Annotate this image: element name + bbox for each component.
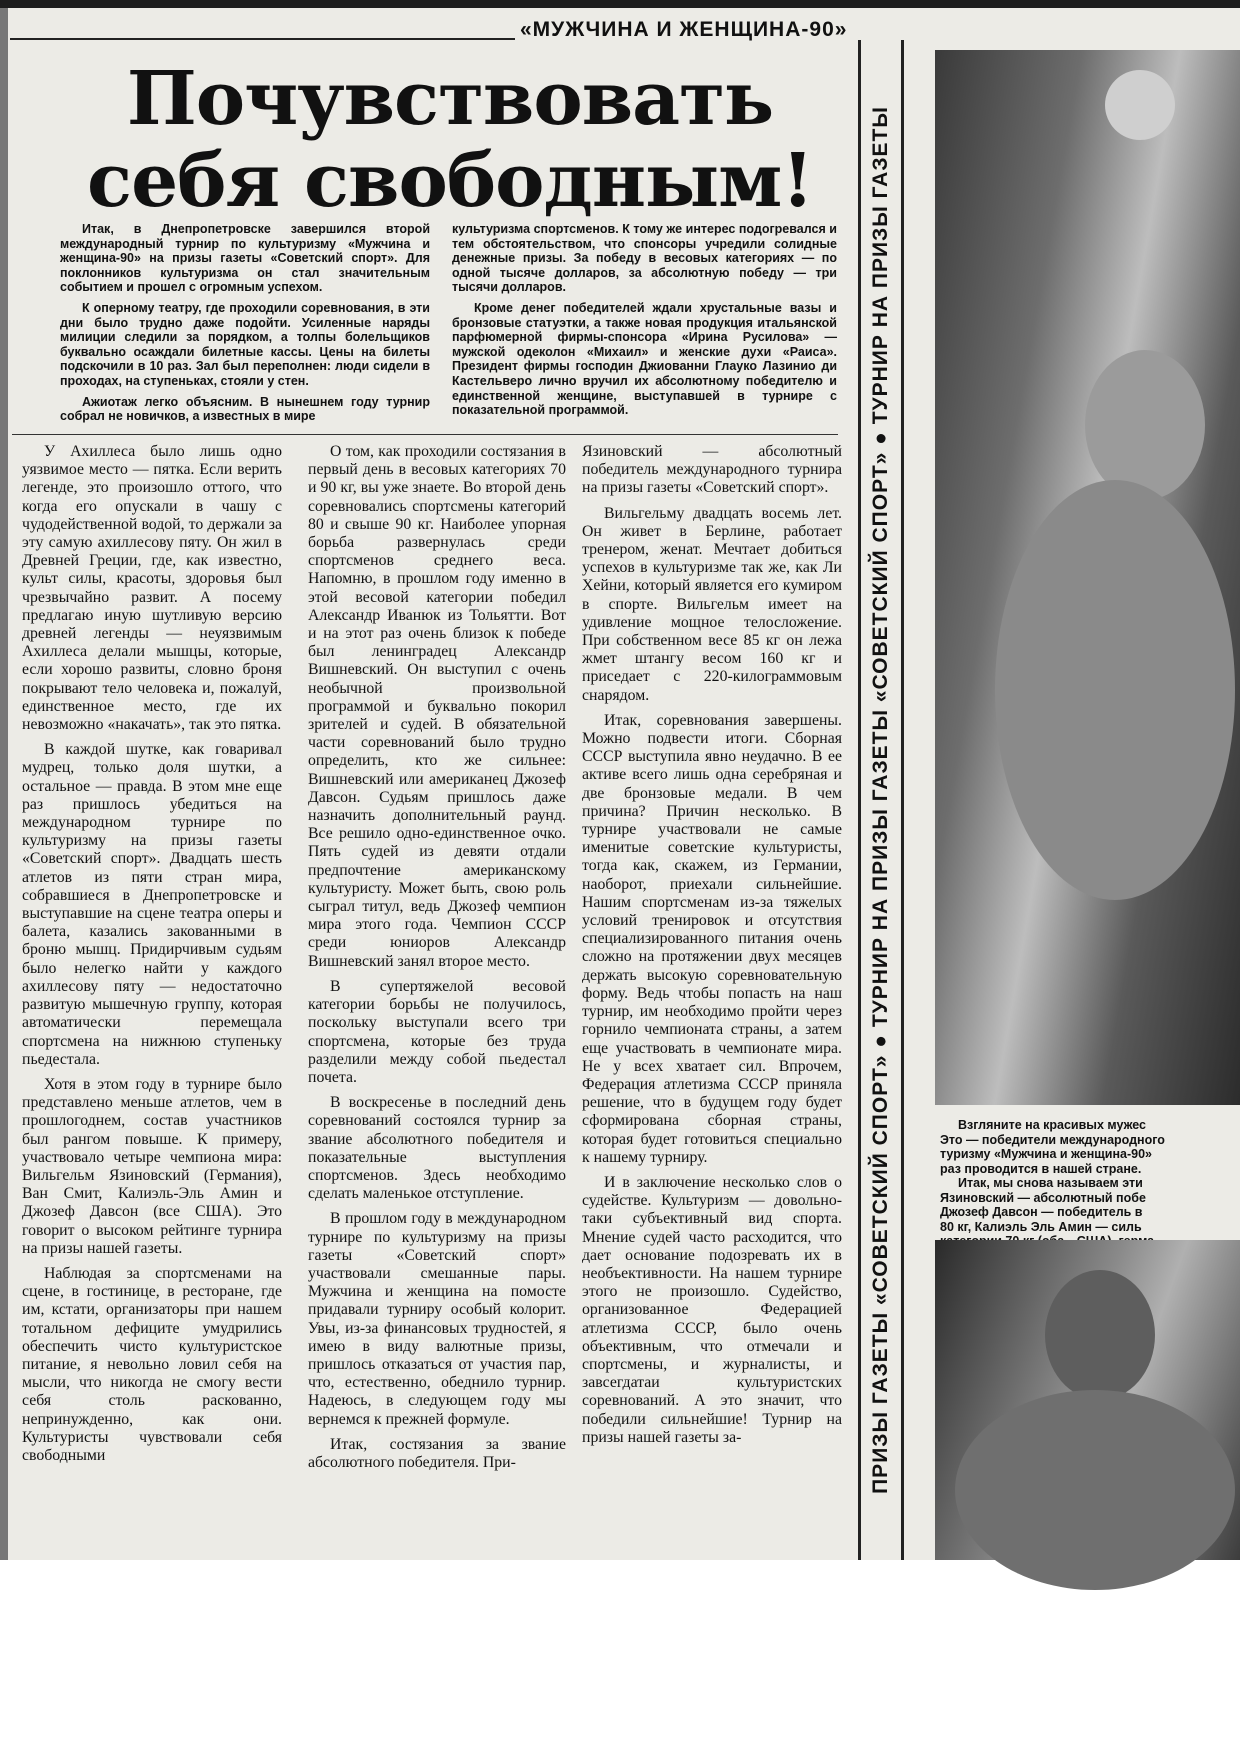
rubric-title: «МУЖЧИНА И ЖЕНЩИНА-90» [520, 18, 848, 41]
caption-line: раз проводится в нашей стране. [940, 1161, 1142, 1176]
paragraph: Вильгельму двадцать восемь лет. Он живет в Берлине, работает тренером, женат. Мечтает добиться успехов в культуризме так же, как Ли Хейни, который является его кумиром в спорте. Вильгельм имеет на удивление мощное телосложение. При собственном весе 85 кг он лежа жмет штангу весом 160 кг и приседает с 220-килограммовым снарядом. [582, 504, 842, 704]
headline-line-2: себя свободным! [87, 138, 813, 224]
article-headline [60, 58, 840, 222]
athlete-portrait-photo [935, 1240, 1240, 1560]
bodybuilder-photo [935, 50, 1240, 1105]
lead-paragraph: Итак, в Днепропетровске завершился второй международный турнир по культуризму «Мужчина и женщина-90» на призы газеты «Советский спорт». Для поклонников культуризма он стал значительным событием и прошел с огромным успехом. [60, 222, 430, 295]
lead-divider [12, 434, 838, 435]
paragraph: У Ахиллеса было лишь одно уязвимое место — пятка. Если верить легенде, это произошло оттого, что когда его опускали в чашу с чудодейственной водой, то держали за эту самую ахиллесову пяту. Он жил в Древней Греции, где, как известно, культ силы, красоты, здоровья был чрезвычайно развит. А посему предлагаю иную шутливую версию древней легенды — неуязвимым Ахиллеса делали мышцы, которые, если хорошо развиты, словно броня покрывают тело человека и, пожалуй, единственное место, где их невозможно «накачать», так это пятка. [22, 443, 282, 734]
caption-line: Это — победители международного [940, 1132, 1165, 1147]
athlete-shoulders [955, 1390, 1235, 1590]
article-column-1 [22, 443, 282, 1553]
caption-line: 80 кг, Калиэль Эль Амин — силь [940, 1219, 1142, 1234]
lead-paragraph: К оперному театру, где проходили соревнования, в эти дни было трудно даже подойти. Усиленные наряды милиции следили за порядком, а толпы болельщиков буквально осаждали билетные кассы. Цены на билеты подскочили в 10 раз. Зал был переполнен: люди сидели в проходах, на ступеньках, стояли у стен. [60, 300, 430, 388]
caption-line: туризму «Мужчина и женщина-90» [940, 1147, 1152, 1161]
caption-line: Взгляните на красивых мужес [958, 1118, 1147, 1132]
lead-paragraph: Кроме денег победителей ждали хрустальные вазы и бронзовые статуэтки, а также новая продукция итальянской парфюмерной фирмы-спонсора «Ирина Русилова» — мужской одеколон «Михаил» и женские духи «Раиса». Президент фирмы господин Джиованни Глауко Лазинио ди Кастельверо лично вручил их абсолютному победителю и единственной женщине, выступавшей в турнире с показательной программой. [452, 300, 837, 418]
paragraph: Язиновский — абсолютный победитель международного турнира на призы газеты «Советский спорт». [582, 443, 842, 497]
rubric-rule [10, 38, 515, 40]
athlete-torso [995, 480, 1235, 900]
paragraph: Хотя в этом году в турнире было представлено меньше атлетов, чем в прошлогоднем, состав участников был рангом повыше. К примеру, участвовало четыре чемпиона мира: Вильгельм Язиновский (Германия), Ван Смит, Калиэль-Эль Амин и Джозеф Давсон (все США). Это говорит о высоком рейтинге турнира на призы нашей газеты. [22, 1075, 282, 1257]
scan-left-edge [0, 8, 8, 1560]
photo-caption [940, 1118, 1240, 1238]
article-column-2 [308, 443, 566, 1553]
athlete-silhouette [1085, 350, 1205, 500]
lead-paragraph: культуризма спортсменов. К тому же интерес подогревался и тем обстоятельством, что спонсоры учредили солидные денежные призы. За победу в весовых категориях — по одной тысяче долларов, за абсолютную победу — три тысячи долларов. [452, 222, 837, 295]
athlete-head [1045, 1270, 1155, 1400]
paragraph: Наблюдая за спортсменами на сцене, в гостинице, в ресторане, где им, кстати, организаторы при нашем тотальном дефиците умудрились обеспечить чисто культуристское питание, я невольно ловил себя на мысли, что никогда не смогу вести себя столь раскованно, непринужденно, как они. Культуристы чувствовали себя свободными [22, 1264, 282, 1464]
lead-right [452, 222, 837, 424]
paragraph: В воскресенье в последний день соревнований состоялся турнир за звание абсолютного победителя и показательные выступления спортсменов. Здесь необходимо сделать маленькое отступление. [308, 1094, 566, 1203]
article-column-3 [582, 443, 842, 1553]
vertical-banner-text: ПРИЗЫ ГАЗЕТЫ «СОВЕТСКИЙ СПОРТ» ● ТУРНИР НА ПРИЗЫ ГАЗЕТЫ «СОВЕТСКИЙ СПОРТ» ● ТУРНИР НА ПРИЗЫ ГАЗЕТЫ [869, 106, 892, 1494]
lead-paragraph: Ажиотаж легко объясним. В нынешнем году турнир собрал не новичков, а известных в мире [60, 394, 430, 424]
trophy-shape [1105, 70, 1175, 140]
paragraph: О том, как проходили состязания в первый день в весовых категориях 70 и 90 кг, вы уже знаете. Во второй день соревновались спортсмены категорий 80 и свыше 90 кг. Наиболее упорная борьба развернулась среди спортсменов среднего веса. Напомню, в прошлом году именно в этой весовой категории победил Александр Иванюк из Тольятти. Вот и на этот раз очень близок к победе был ленинградец Александр Вишневский. Он выступил с очень необычной произвольной программой и буквально покорил зрителей и судей. В обязательной части соревнований было трудно определить, кто же сильнее: Вишневский или американец Джозеф Давсон. Судьям пришлось даже назначить дополнительный раунд. Все решило одно-единственное очко. Пять судей из девяти отдали предпочтение американскому культуристу. Может быть, свою роль сыграл титул, ведь Джозеф чемпион мира этого года. Чемпион СССР среди юниоров Александр Вишневский занял второе место. [308, 443, 566, 970]
scan-top-edge [0, 0, 1240, 8]
lead-left [60, 222, 430, 430]
vertical-banner [858, 40, 904, 1560]
paragraph: В супертяжелой весовой категории борьбы не получилось, поскольку выступали всего три спортсмена, которые без труда разделили между собой пьедестал почета. [308, 977, 566, 1086]
paragraph: И в заключение несколько слов о судействе. Культуризм — довольно-таки субъективный вид спорта. Мнение судей часто расходится, что дает основание подозревать их в необъективности. На нашем турнире этого не произошло. Судейство, организованное Федерацией атлетизма СССР, было очень объективным, что отмечали и спортсмены, и журналисты, и завсегдатаи культуристских соревнований. А это значит, что победили сильнейшие! Турнир на призы нашей газеты за- [582, 1173, 842, 1446]
caption-line: Язиновский — абсолютный побе [940, 1190, 1146, 1205]
caption-line: Итак, мы снова называем эти [958, 1176, 1143, 1190]
paragraph: Итак, соревнования завершены. Можно подвести итоги. Сборная СССР выступила явно неудачно. В ее активе всего лишь одна серебряная и две бронзовые медали. В чем причина? Причин несколько. В турнире участвовали не самые именитые советские культуристы, тогда как, скажем, из Германии, наоборот, приехали сильнейшие. Нашим спортсменам из-за тяжелых условий тренировок и отсутствия специализированного питания очень сложно на протяжении двух месяцев держать высокую соревновательную форму. Ведь чтобы попасть на наш турнир, им необходимо пройти через горнило чемпионата страны, а затем еще участвовать в чемпионате мира. Не у всех хватает сил. Впрочем, Федерация атлетизма СССР приняла решение, что в будущем году будет сформирована сборная страны, которая будет готовиться специально к нашему турниру. [582, 711, 842, 1166]
headline-line-1: Почувствовать [126, 56, 774, 142]
paragraph: В прошлом году в международном турнире по культуризму на призы газеты «Советский спорт» участвовали смешанные пары. Мужчина и женщина на помосте придавали турниру особый колорит. Увы, из-за финансовых трудностей, я имею в виду валютные призы, пришлось отказаться от участия пар, что, естественно, обеднило турнир. Надеюсь, в следующем году мы вернемся к прежней формуле. [308, 1210, 566, 1428]
paragraph: Итак, состязания за звание абсолютного победителя. При- [308, 1435, 566, 1471]
caption-line: Джозеф Давсон — победитель в [940, 1205, 1143, 1219]
paragraph: В каждой шутке, как говаривал мудрец, только доля шутки, а остальное — правда. В этом мне еще раз пришлось убедиться на международном турнире по культуризму на призы газеты «Советский спорт». Двадцать шесть атлетов из пяти стран мира, собравшиеся в Днепропетровске и выступавшие на сцене театра оперы и балета, казались закованными в броню мышц. Придирчивым судьям было нелегко найти у каждого ахиллесову пяту — недостаточно развитую мышечную группу, которая автоматически перемещала спортсмена на нижнюю ступеньку пьедестала. [22, 741, 282, 1068]
